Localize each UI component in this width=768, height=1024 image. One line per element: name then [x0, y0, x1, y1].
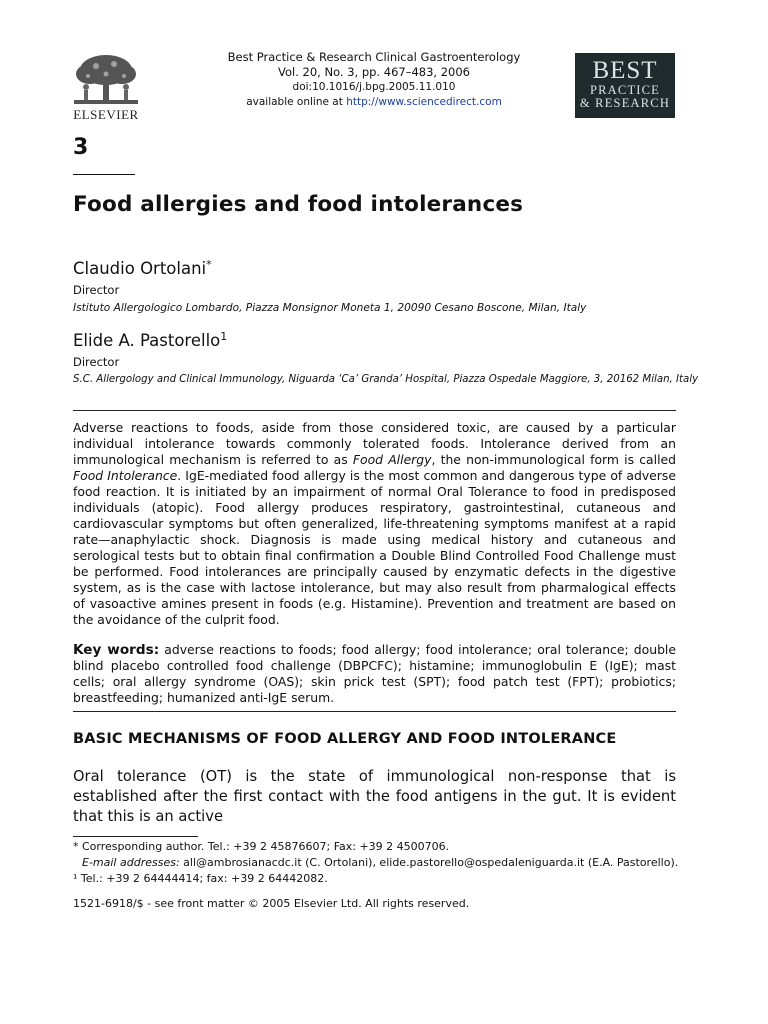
badge-line2: PRACTICE	[589, 83, 661, 97]
footnote-emails: E-mail addresses: all@ambrosianacdc.it (C. Ortolani), elide.pastorello@ospedaleniguarda.it (E.A. Pastorello).	[82, 856, 679, 869]
publisher-name: ELSEVIER	[73, 107, 139, 122]
author-1-mark: *	[206, 258, 212, 271]
footnote-rule	[73, 836, 198, 837]
author-1-affiliation: Istituto Allergologico Lombardo, Piazza Monsignor Moneta 1, 20090 Cesano Boscone, Milan, Italy	[73, 302, 587, 314]
chapter-divider	[73, 174, 135, 175]
keywords-text: adverse reactions to foods; food allergy; food intolerance; oral tolerance; double blind placebo controlled food challenge (DBPCFC); histamine; immunoglobulin E (IgE); mast cells; oral allergy syndrome (OAS); skin prick test (SPT); food patch test (FPT); probiotics; breastfeeding; humanized anti-IgE serum.	[73, 642, 676, 705]
doi: doi:10.1016/j.bpg.2005.11.010	[292, 81, 456, 93]
journal-name: Best Practice & Research Clinical Gastroenterology	[227, 50, 521, 64]
keywords-label: Key words:	[73, 642, 160, 658]
section-heading: BASIC MECHANISMS OF FOOD ALLERGY AND FOOD INTOLERANCE	[73, 731, 617, 747]
author-2-affiliation: S.C. Allergology and Clinical Immunology, Niguarda ‘Ca’ Granda’ Hospital, Piazza Ospedale Maggiore, 3, 20162 Milan, Italy	[73, 374, 699, 385]
copyright: 1521-6918/$ - see front matter © 2005 Elsevier Ltd. All rights reserved.	[73, 897, 470, 910]
best-practice-badge	[575, 53, 675, 118]
sciencedirect-link[interactable]: http://www.sciencedirect.com	[346, 96, 502, 108]
body-paragraph: Oral tolerance (OT) is the state of immunological non-response that is established after the first contact with the food antigens in the gut. It is evident that this is an active	[73, 768, 676, 825]
abstract-bottom-rule	[73, 711, 676, 712]
keywords	[73, 642, 676, 706]
footnote-corresponding: * Corresponding author. Tel.: +39 2 45876607; Fax: +39 2 4500706.	[73, 840, 450, 853]
article-title: Food allergies and food intolerances	[73, 192, 524, 217]
badge-line1: BEST	[592, 57, 658, 84]
abstract: Adverse reactions to foods, aside from those considered toxic, are caused by a particular individual intolerance towards commonly tolerated foods. Intolerance derived from an immunological mechanism is referred to as Food Allergy, the non-immunological form is called Food Intolerance. IgE-mediated food allergy is the most common and dangerous type of adverse food reaction. It is initiated by an impairment of normal Oral Tolerance to food in predisposed individuals (atopic). Food allergy produces respiratory, gastrointestinal, cutaneous and cardiovascular symptoms but often generalized, life-threatening symptoms manifest at a rapid rate—anaphylactic shock. Diagnosis is made using medical history and cutaneous and serological tests but to obtain final confirmation a Double Blind Controlled Food Challenge must be performed. Food intolerances are principally caused by enzymatic defects in the digestive system, as is the case with lactose intolerance, but may also result from pharmalogical effects of vasoactive amines present in foods (e.g. Histamine). Prevention and treatment are based on the avoidance of the culprit food.	[73, 420, 676, 627]
badge-line3: & RESEARCH	[579, 96, 671, 110]
online-availability: available online at http://www.sciencedirect.com	[246, 96, 502, 108]
footnote-1: ¹ Tel.: +39 2 64444414; fax: +39 2 64442082.	[73, 872, 328, 885]
author-1-role: Director	[73, 283, 120, 297]
author-1-name: Claudio Ortolani*	[73, 258, 212, 278]
author-2-role: Director	[73, 355, 120, 369]
term-food-intolerance: Food Intolerance	[73, 468, 178, 483]
chapter-number: 3	[73, 135, 89, 160]
author-2-mark: 1	[220, 330, 228, 343]
elsevier-tree-logo-icon	[70, 52, 142, 108]
abstract-top-rule	[73, 410, 676, 411]
term-food-allergy: Food Allergy	[352, 452, 432, 467]
author-2-name: Elide A. Pastorello$^1$	[73, 330, 228, 350]
volume-info: Vol. 20, No. 3, pp. 467–483, 2006	[278, 65, 470, 79]
journal-info	[200, 50, 548, 110]
